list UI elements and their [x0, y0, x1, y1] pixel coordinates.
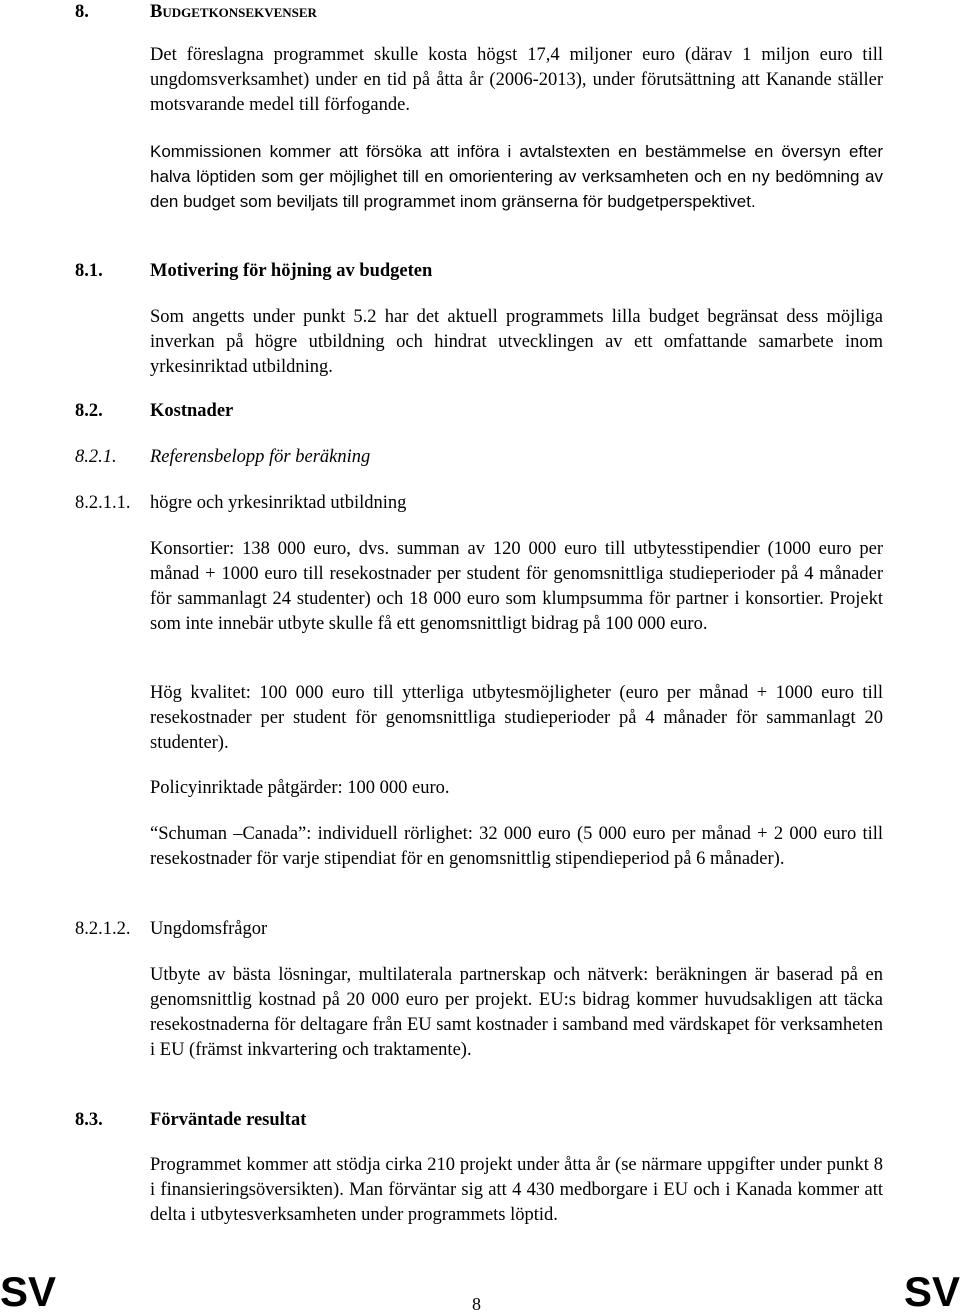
footer-language-right: SV — [903, 1268, 960, 1315]
section-8-2-1-2-heading: Ungdomsfrågor — [150, 919, 268, 939]
section-8-3-heading: Förväntade resultat — [150, 1110, 307, 1130]
paragraph-consortia: Konsortier: 138 000 euro, dvs. summan av 120 000 euro till utbytesstipendier (1000 euro per månad + 1000 euro till resekostnader per student för genomsnittliga studieperioder på 4 månader för sammanlagt 24 studenter) och 18 000 euro som klumpsumma för partner i konsortier. Projekt som inte innebär utbyte skulle få ett genomsnittligt bidrag på 100 000 euro. — [150, 539, 883, 634]
section-8-2-1-number: 8.2.1. — [75, 447, 117, 467]
section-8-2-number: 8.2. — [75, 401, 103, 421]
section-8-number: 8. — [75, 2, 89, 22]
paragraph-budget-motivation: Som angetts under punkt 5.2 har det aktuell programmets lilla budget begränsat dess möjliga inverkan på högre utbildning och hindrat utvecklingen av ett omfattande samarbete inom yrkesinriktad utbildning. — [150, 307, 883, 377]
paragraph-commission-review: Kommissionen kommer att försöka att införa i avtalstexten en bestämmelse en översyn efter halva löptiden som ger möjlighet till en omorientering av verksamheten och en ny bedömning av den budget som beviljats till programmet inom gränserna för budgetperspektivet. — [150, 142, 883, 211]
section-8-2-1-1-heading: högre och yrkesinriktad utbildning — [150, 493, 407, 513]
footer-page-number: 8 — [472, 1294, 481, 1314]
paragraph-youth: Utbyte av bästa lösningar, multilaterala partnerskap och nätverk: beräkningen är baserad på en genomsnittlig kostnad på 20 000 euro per projekt. EU:s bidrag kommer huvudsakligen att täcka resekostnaderna för deltagare från EU samt kostnader i samband med värdskapet för verksamheten i EU (främst inkvartering och traktamente). — [150, 965, 883, 1060]
paragraph-budget-cost: Det föreslagna programmet skulle kosta högst 17,4 miljoner euro (därav 1 miljon euro till ungdomsverksamhet) under en tid på åtta år (2006-2013), under förutsättning att Kanande ställer motsvarande medel till förfogande. — [150, 45, 883, 115]
paragraph-policy-measures: Policyinriktade påtgärder: 100 000 euro. — [150, 778, 450, 798]
section-8-2-1-1-number: 8.2.1.1. — [75, 493, 131, 513]
section-8-2-heading: Kostnader — [150, 401, 234, 421]
section-8-heading: Budgetkonsekvenser — [150, 2, 317, 22]
section-8-3-number: 8.3. — [75, 1110, 103, 1130]
paragraph-high-quality: Hög kvalitet: 100 000 euro till ytterliga utbytesmöjligheter (euro per månad + 1000 euro till resekostnader per student för genomsnittliga studieperioder på 4 månader för sammanlagt 20 studenter). — [150, 683, 883, 753]
section-8-2-1-2-number: 8.2.1.2. — [75, 919, 131, 939]
section-8-2-1-heading: Referensbelopp för beräkning — [150, 447, 371, 467]
paragraph-schuman-canada: “Schuman –Canada”: individuell rörlighet: 32 000 euro (5 000 euro per månad + 2 000 euro till resekostnader för varje stipendiat för en genomsnittlig stipendieperiod på 6 månader). — [150, 824, 883, 869]
footer-language-left: SV — [0, 1268, 57, 1315]
section-8-1-heading: Motivering för höjning av budgeten — [150, 261, 433, 281]
section-8-1-number: 8.1. — [75, 261, 103, 281]
paragraph-expected-results: Programmet kommer att stödja cirka 210 projekt under åtta år (se närmare uppgifter under punkt 8 i finansieringsöversikten). Man förväntar sig att 4 430 medborgare i EU och i Kanada kommer att delta i utbytesverksamheten under programmets löptid. — [150, 1155, 883, 1225]
